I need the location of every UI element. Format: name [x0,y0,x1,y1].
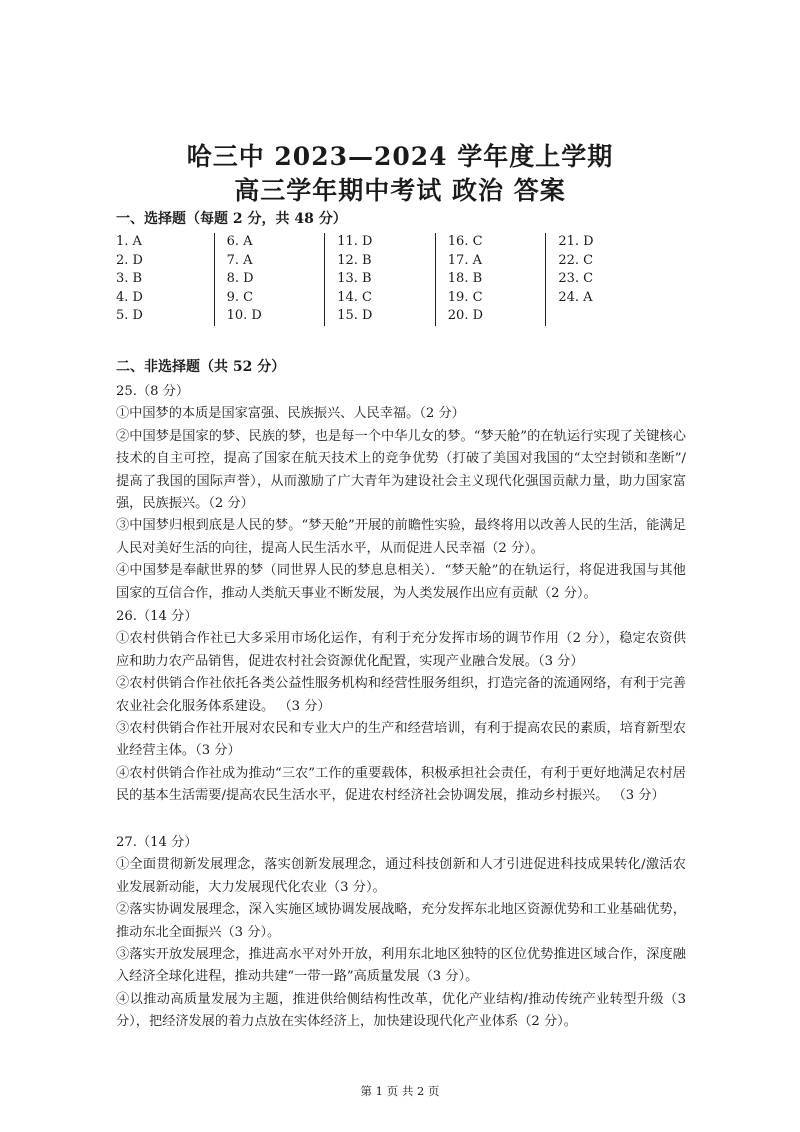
answer-item: 9. C [226,289,254,305]
answer-point: ①中国梦的本质是国家富强、民族振兴、人民幸福。（2 分） [116,406,465,422]
answer-item: 15. D [337,308,373,323]
question-25 [116,381,686,605]
answer-item: 10. D [226,308,262,323]
answer-column [435,233,546,326]
answer-item: 16. C [447,234,483,249]
question-number: 26.（14 分） [116,609,198,624]
answer-point: ①农村供销合作社已大多采用市场化运作，有利于充分发挥市场的调节作用（2 分），稳定农资供应和助力农产品销售，促进农村社会资源优化配置，实现产业融合发展。（3 分） [116,631,686,669]
answer-item: 4. D [116,289,143,305]
answer-item: 20. D [447,308,484,323]
page-title-line1: 哈三中 2023—2024 学年度上学期 [186,142,614,171]
answer-item: 13. B [337,271,372,286]
answer-column [324,233,435,326]
answer-item: 2. D [116,252,143,268]
question-27 [116,832,686,1034]
answer-item: 8. D [226,271,254,286]
answer-point: ③中国梦归根到底是人民的梦。“梦天舱”开展的前瞻性实验，最终将用以改善人民的生活，能满足人民对美好生活的向往，提高人民生活水平，从而促进人民幸福（2 分）。 [116,518,686,556]
answer-column [214,233,325,326]
answer-column [545,233,656,326]
answer-point: ②中国梦是国家的梦、民族的梦，也是每一个中华儿女的梦。“梦天舱”的在轨运行实现了关键核心技术的自主可控，提高了国家在航天技术上的竞争优势（打破了美国对我国的“太空封锁和垄断”/提高了我国的国际声誉），从而激励了广大青年为建设社会主义现代化强国贡献力量，助力国家富强，民族振兴。（2 分） [116,428,686,512]
answer-item: 1. A [116,234,142,249]
section-heading-multiple-choice: 一、选择题（每题 2 分，共 48 分） [116,211,347,227]
page-title-line2: 高三学年期中考试 政治 答案 [234,176,566,205]
answer-item: 12. B [337,252,372,268]
answer-item: 18. B [447,271,483,286]
question-number: 25.（8 分） [116,384,190,399]
answer-item: 7. A [226,252,253,268]
answer-item: 3. B [116,271,143,286]
page-number: 第 1 页 共 2 页 [360,1084,440,1098]
answer-grid [116,233,656,326]
answer-item: 11. D [337,234,373,249]
answer-point: ③落实开放发展理念，推进高水平对外开放，利用东北地区独特的区位优势推进区域合作，深度融入经济全球化进程，推动共建“一带一路”高质量发展（3 分）。 [116,947,686,985]
section-heading-open-questions: 二、非选择题（共 52 分） [116,359,286,375]
question-number: 27.（14 分） [116,835,198,850]
answer-item: 17. A [447,252,482,268]
answer-point: ④农村供销合作社成为推动“三农”工作的重要载体，积极承担社会责任，有利于更好地满足农村居民的基本生活需要/提高农民生活水平，促进农村经济社会协调发展，推动乡村振兴。 （3 分） [116,765,686,804]
answer-item: 21. D [558,234,594,249]
answer-item: 14. C [337,289,372,305]
question-26 [116,606,686,808]
answer-item: 23. C [558,271,594,286]
answer-item: 24. A [558,289,593,305]
answer-point: ②落实协调发展理念，深入实施区域协调发展战略，充分发挥东北地区资源优势和工业基础优势，推动东北全面振兴（3 分）。 [116,902,686,940]
answer-item: 6. A [226,234,253,249]
answer-point: ④以推动高质量发展为主题，推进供给侧结构性改革，优化产业结构/推动传统产业转型升级（3 分），把经济发展的着力点放在实体经济上，加快建设现代化产业体系（2 分）。 [116,991,686,1030]
answer-point: ④中国梦是奉献世界的梦（同世界人民的梦息息相关）．“梦天舱”的在轨运行，将促进我国与其他国家的互信合作，推动人类航天事业不断发展，为人类发展作出应有贡献（2 分）。 [116,563,686,601]
answer-item: 5. D [116,308,143,323]
answer-column [116,233,214,326]
answer-point: ①全面贯彻新发展理念，落实创新发展理念，通过科技创新和人才引进促进科技成果转化/激活农业发展新动能，大力发展现代化农业（3 分）。 [116,857,686,895]
answer-point: ③农村供销合作社开展对农民和专业大户的生产和经营培训，有利于提高农民的素质，培育新型农业经营主体。（3 分） [116,721,686,759]
answer-item: 22. C [558,252,594,268]
answer-item: 19. C [447,289,483,305]
answer-item [558,307,656,326]
answer-point: ②农村供销合作社依托各类公益性服务机构和经营性服务组织，打造完备的流通网络，有利于完善农业社会化服务体系建设。 （3 分） [116,676,686,714]
